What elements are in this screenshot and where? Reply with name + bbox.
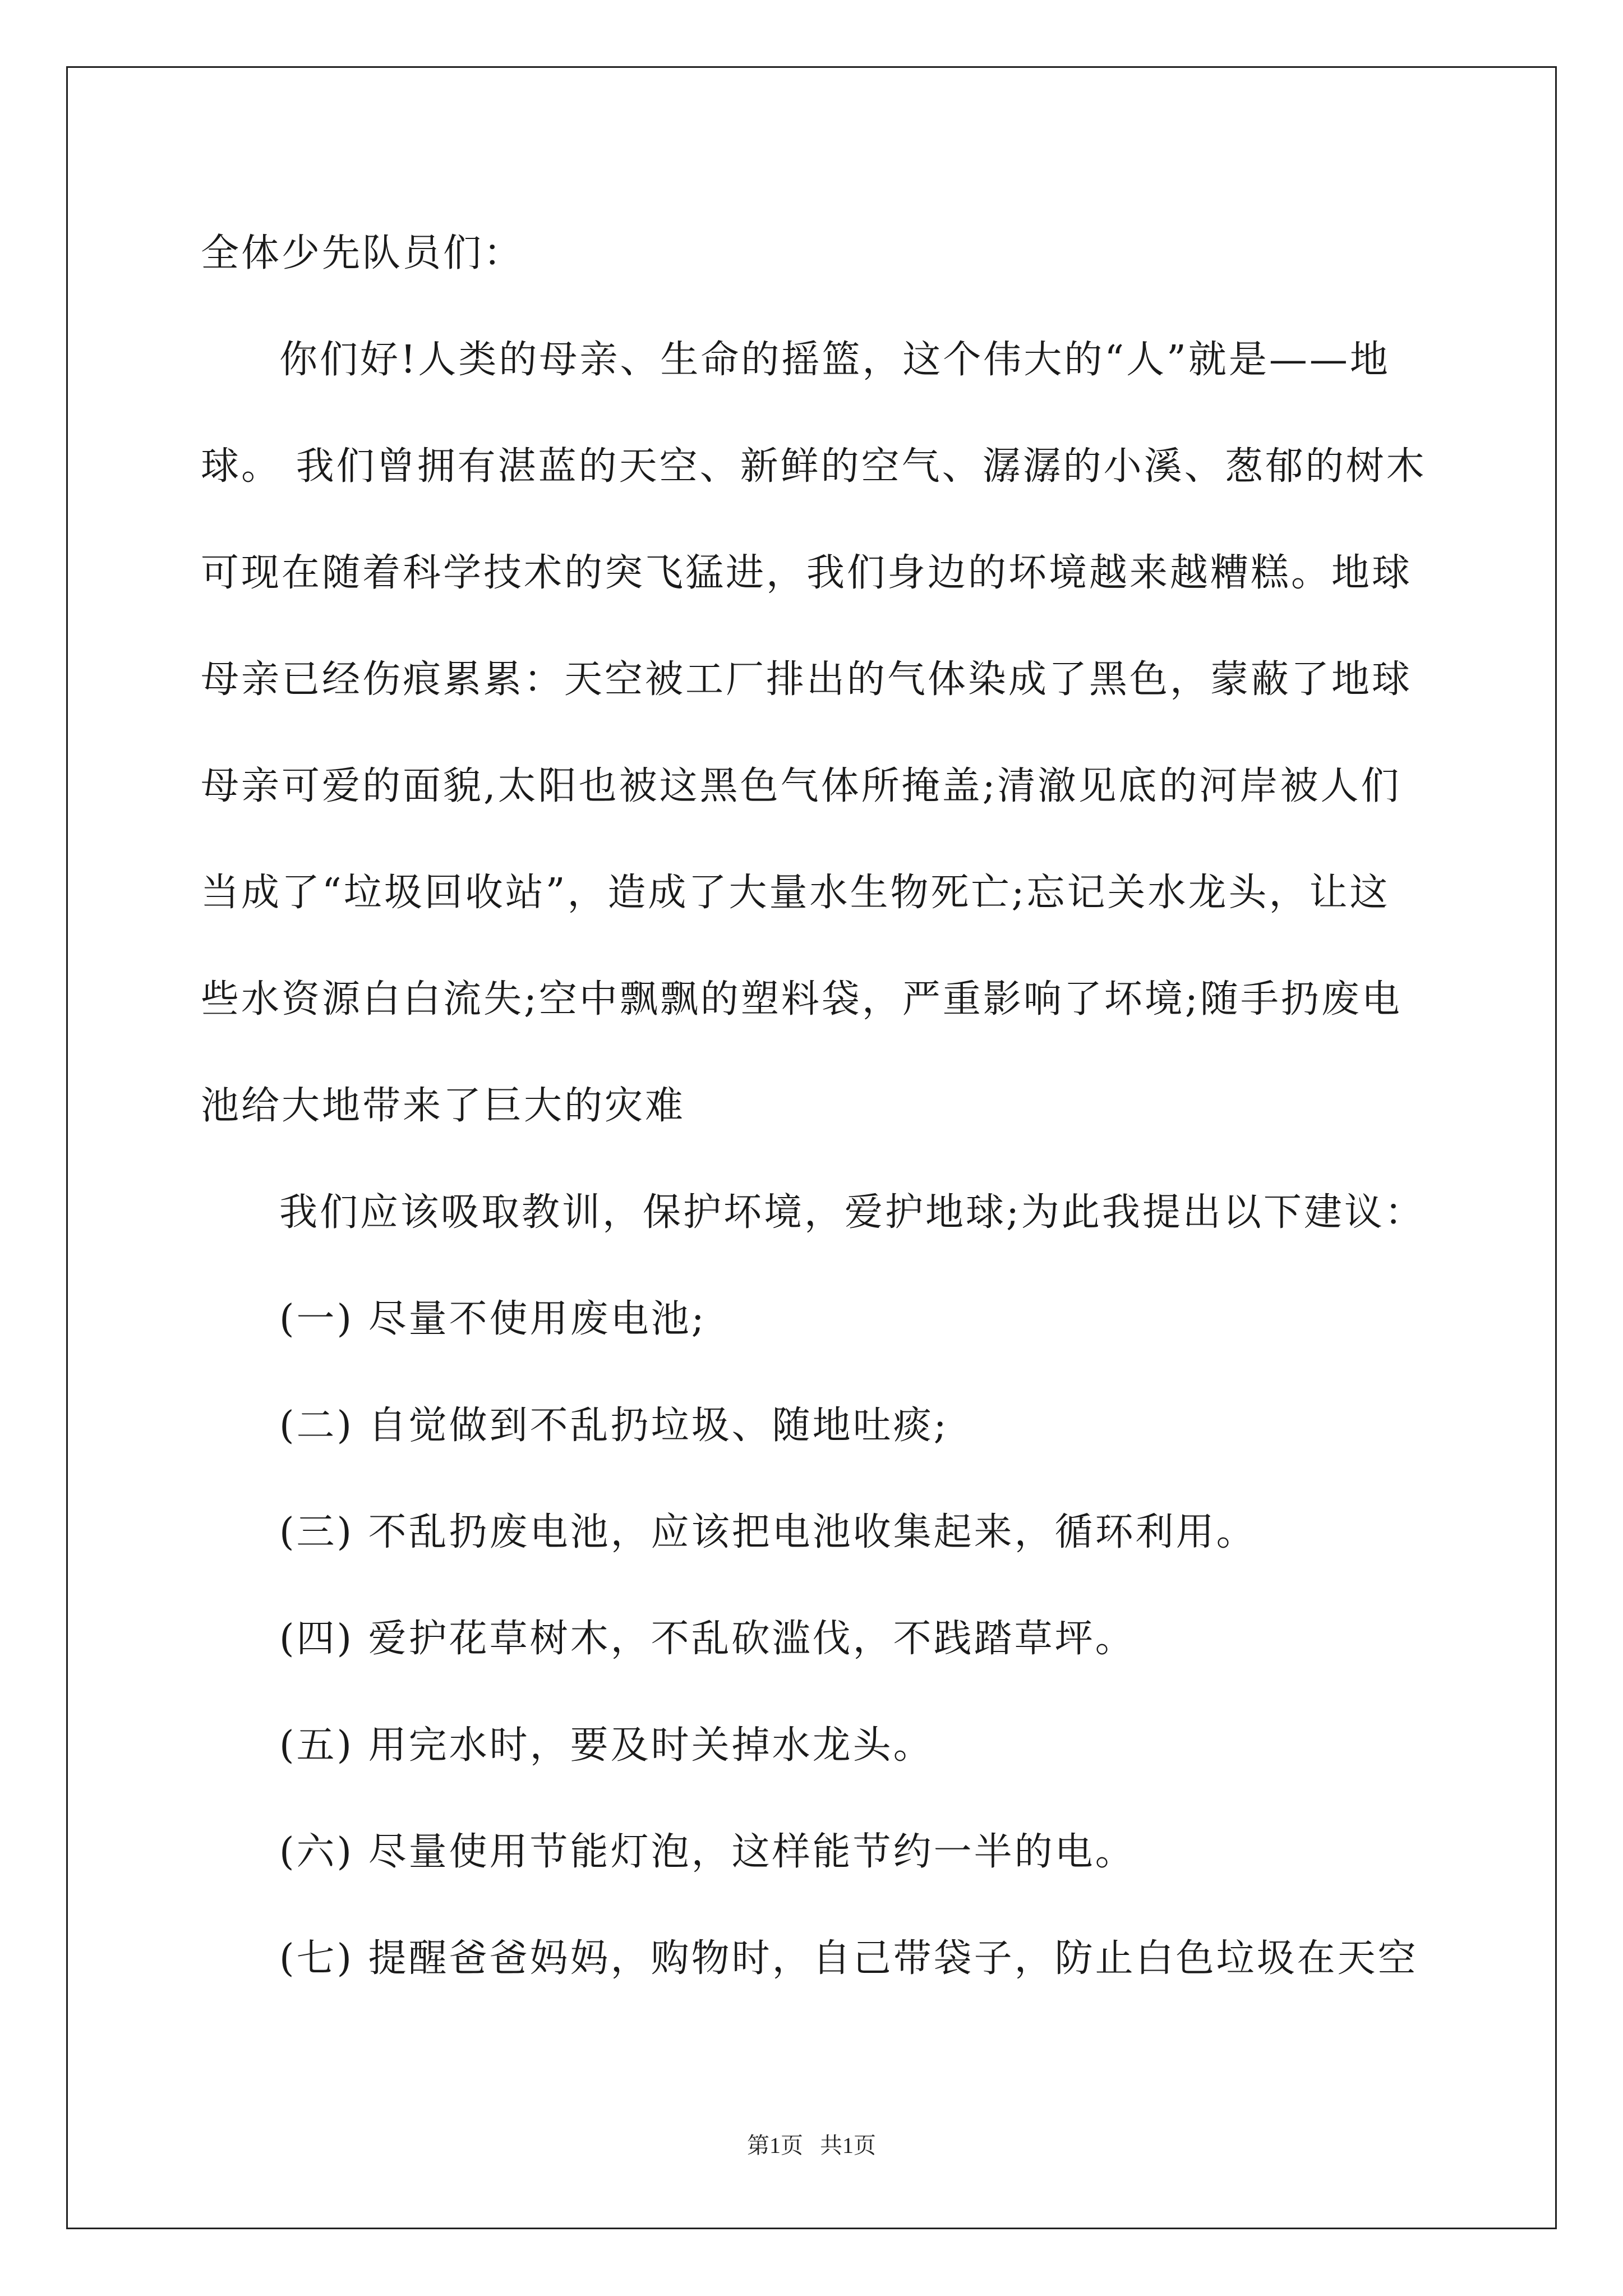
list-item: (二) 自觉做到不乱扔垃圾、随地吐痰; bbox=[279, 1404, 949, 1448]
list-item: (七) 提醒爸爸妈妈，购物时，自己带袋子，防止白色垃圾在天空 bbox=[279, 1936, 1418, 1981]
salutation-line: 全体少先队员们： bbox=[201, 231, 524, 275]
page-border bbox=[66, 66, 1557, 2229]
list-item: (五) 用完水时，要及时关掉水龙头。 bbox=[279, 1723, 934, 1768]
paragraph-line: 池给大地带来了巨大的灾难 bbox=[201, 1084, 686, 1128]
paragraph-line: 母亲可爱的面貌,太阳也被这黑色气体所掩盖;清澈见底的河岸被人们 bbox=[201, 764, 1401, 808]
list-item: (四) 爱护花草树木，不乱砍滥伐，不践踏草坪。 bbox=[279, 1617, 1136, 1661]
paragraph-line: 可现在随着科学技术的突飞猛进，我们身边的坏境越来越糟糕。地球 bbox=[201, 551, 1413, 595]
page-number: 第1页 bbox=[747, 2133, 803, 2158]
paragraph-line: 你们好!人类的母亲、生命的摇篮，这个伟大的“人”就是——地 bbox=[279, 338, 1390, 382]
paragraph-line: 我们应该吸取教训，保护坏境，爱护地球;为此我提出以下建议： bbox=[279, 1190, 1425, 1235]
page-total: 共1页 bbox=[820, 2133, 876, 2158]
paragraph-line: 些水资源白白流失;空中飘飘的塑料袋，严重影响了坏境;随手扔废电 bbox=[201, 977, 1402, 1022]
page-footer bbox=[0, 2130, 1623, 2161]
paragraph-line: 球。 我们曾拥有湛蓝的天空、新鲜的空气、潺潺的小溪、葱郁的树木 bbox=[201, 444, 1427, 489]
paragraph-line: 当成了“垃圾回收站”，造成了大量水生物死亡;忘记关水龙头，让这 bbox=[201, 871, 1390, 915]
list-item: (一) 尽量不使用废电池; bbox=[279, 1297, 707, 1341]
list-item: (六) 尽量使用节能灯泡，这样能节约一半的电。 bbox=[279, 1830, 1136, 1874]
paragraph-line: 母亲已经伤痕累累：天空被工厂排出的气体染成了黑色，蒙蔽了地球 bbox=[201, 657, 1413, 702]
list-item: (三) 不乱扔废电池，应该把电池收集起来，循环利用。 bbox=[279, 1510, 1257, 1554]
